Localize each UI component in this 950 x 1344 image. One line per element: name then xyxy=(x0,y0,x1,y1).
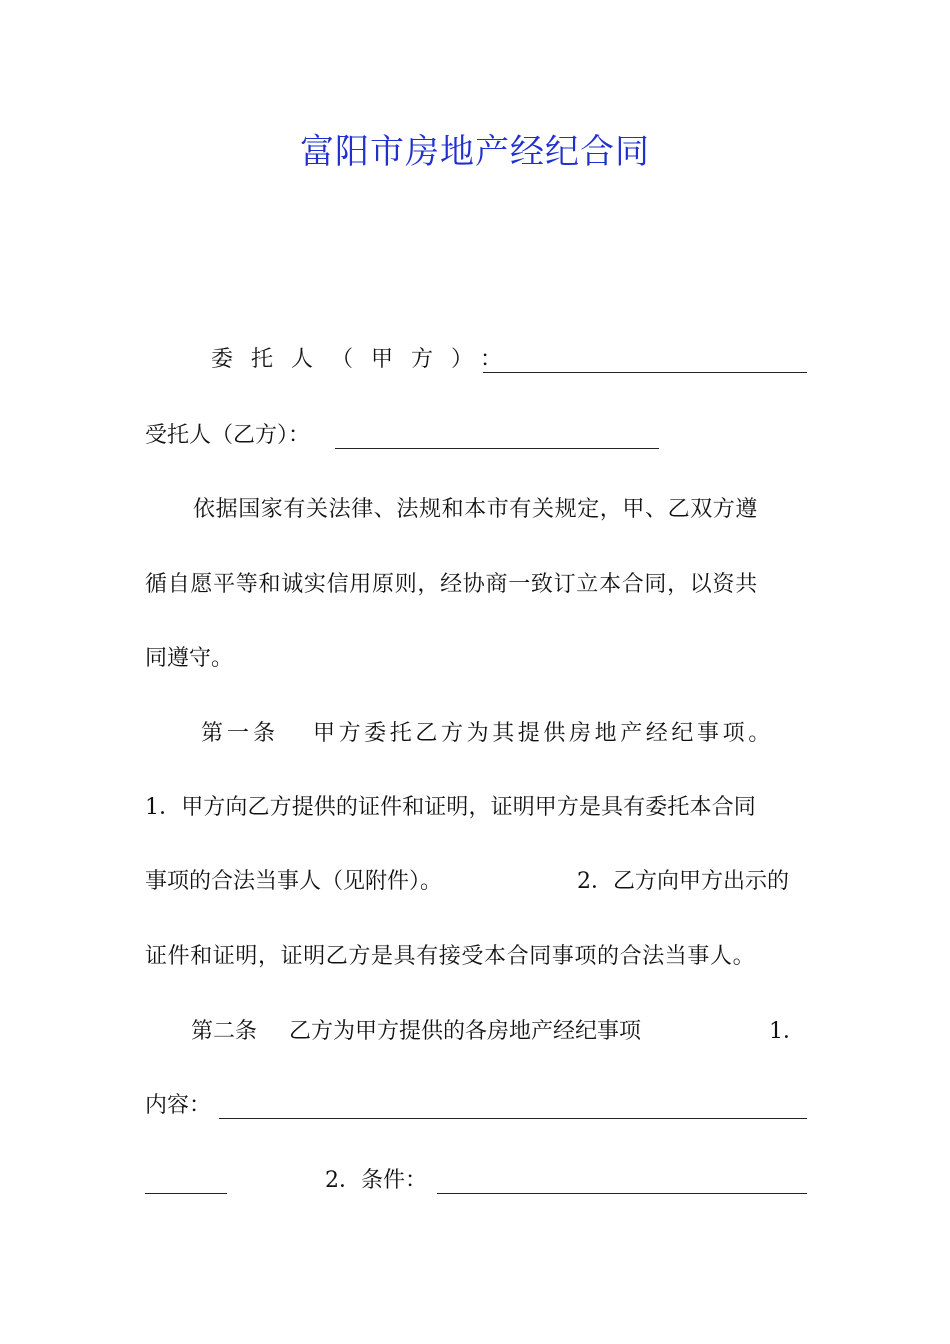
article2-text: 乙方为甲方提供的各房地产经纪事项 xyxy=(289,1019,642,1044)
principal-line xyxy=(145,340,807,380)
principal-blank[interactable] xyxy=(483,372,807,373)
article1-item1-line1: 1．甲方向乙方提供的证件和证明，证明甲方是具有委托本合同 xyxy=(145,795,756,820)
article2-content-line xyxy=(145,1086,807,1126)
document-title: 富阳市房地产经纪合同 xyxy=(300,132,650,172)
preamble-line-1: 依据国家有关法律、法规和本市有关规定，甲、乙双方遵 xyxy=(193,497,759,522)
condition-blank[interactable] xyxy=(437,1193,807,1194)
preamble-line-2: 循自愿平等和诚实信用原则，经协商一致订立本合同，以资共 xyxy=(145,572,758,597)
content-blank[interactable] xyxy=(219,1118,807,1119)
article2-heading: 第二条 xyxy=(191,1019,258,1044)
agent-blank[interactable] xyxy=(335,448,659,449)
condition-label: 2．条件： xyxy=(325,1168,427,1193)
article2-item1-num: 1． xyxy=(769,1019,805,1044)
article1-heading-line xyxy=(145,714,807,754)
article1-item2-line2: 证件和证明，证明乙方是具有接受本合同事项的合法当事人。 xyxy=(145,944,756,969)
content-blank-continued[interactable] xyxy=(145,1193,227,1194)
agent-line xyxy=(145,416,807,456)
preamble-line-3: 同遵守。 xyxy=(145,646,234,671)
content-label: 内容： xyxy=(145,1093,212,1118)
principal-label: 委托人（甲方）： xyxy=(211,347,521,372)
agent-label: 受托人（乙方）： xyxy=(145,423,311,448)
article1-text: 甲方委托乙方为其提供房地产经纪事项。 xyxy=(313,721,774,746)
article2-heading-line xyxy=(145,1012,807,1052)
article2-condition-line xyxy=(145,1161,807,1201)
article1-item1-line2: 事项的合法当事人（见附件）。 2．乙方向甲方出示的 xyxy=(145,869,789,894)
article1-heading: 第一条 xyxy=(201,721,280,746)
